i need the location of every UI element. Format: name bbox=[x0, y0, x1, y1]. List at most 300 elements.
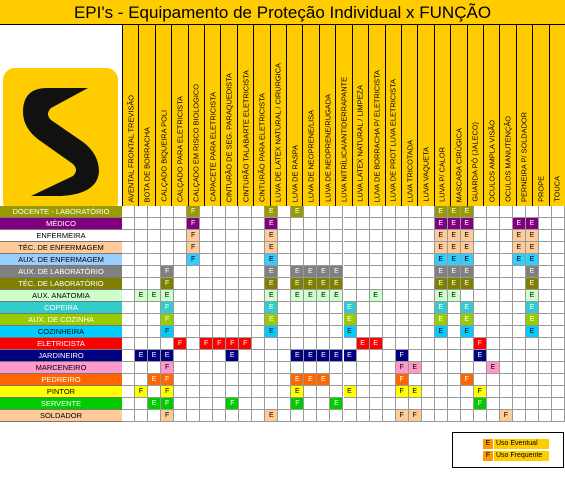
table-cell bbox=[161, 206, 174, 218]
table-cell: E bbox=[513, 218, 526, 230]
table-cell bbox=[278, 338, 291, 350]
table-cell: E bbox=[526, 278, 539, 290]
table-cell bbox=[422, 314, 435, 326]
column-header-label: LUVA DE PROT LUVA ELETRICISTA bbox=[388, 79, 398, 202]
table-cell bbox=[226, 362, 239, 374]
table-cell bbox=[135, 206, 148, 218]
column-header-label: TOUCA bbox=[552, 176, 562, 202]
table-cell bbox=[174, 290, 187, 302]
table-cell bbox=[252, 386, 265, 398]
table-cell bbox=[539, 290, 552, 302]
table-cell bbox=[396, 230, 409, 242]
legend-swatch-eventual: E bbox=[483, 439, 493, 449]
table-cell bbox=[344, 290, 357, 302]
table-cell bbox=[500, 302, 513, 314]
table-cell bbox=[539, 350, 552, 362]
table-cell: E bbox=[448, 206, 461, 218]
table-cell bbox=[409, 314, 422, 326]
table-cell: E bbox=[304, 266, 317, 278]
table-cell bbox=[539, 302, 552, 314]
table-cell bbox=[122, 218, 135, 230]
table-cell bbox=[487, 338, 500, 350]
table-cell bbox=[122, 242, 135, 254]
table-cell bbox=[370, 386, 383, 398]
table-cell bbox=[487, 290, 500, 302]
table-cell bbox=[344, 278, 357, 290]
table-cell bbox=[448, 374, 461, 386]
table-cell: E bbox=[435, 206, 448, 218]
table-cell bbox=[513, 290, 526, 302]
table-cell bbox=[148, 242, 161, 254]
table-cell: F bbox=[396, 362, 409, 374]
table-cell bbox=[383, 230, 396, 242]
table-cell bbox=[422, 350, 435, 362]
table-cell bbox=[474, 254, 487, 266]
table-cell bbox=[422, 338, 435, 350]
legend-label-eventual: Uso Eventual bbox=[494, 439, 549, 449]
legend-swatch-frequente: F bbox=[483, 451, 493, 461]
table-cell bbox=[422, 254, 435, 266]
table-cell bbox=[239, 398, 252, 410]
table-cell bbox=[409, 242, 422, 254]
table-cell bbox=[200, 398, 213, 410]
table-cell bbox=[161, 230, 174, 242]
table-cell bbox=[539, 338, 552, 350]
table-cell: E bbox=[357, 338, 370, 350]
table-cell bbox=[435, 410, 448, 422]
column-header bbox=[171, 25, 187, 206]
table-cell bbox=[252, 374, 265, 386]
table-cell bbox=[278, 266, 291, 278]
table-cell bbox=[174, 350, 187, 362]
table-cell bbox=[370, 242, 383, 254]
row-label: DOCENTE - LABORATÓRIO bbox=[0, 206, 122, 218]
table-cell: E bbox=[526, 230, 539, 242]
table-cell bbox=[291, 338, 304, 350]
table-cell bbox=[213, 206, 226, 218]
table-cell bbox=[409, 302, 422, 314]
table-cell bbox=[200, 326, 213, 338]
table-cell bbox=[487, 278, 500, 290]
table-cell bbox=[409, 278, 422, 290]
table-cell bbox=[278, 290, 291, 302]
table-cell bbox=[278, 218, 291, 230]
table-cell bbox=[200, 278, 213, 290]
table-cell bbox=[383, 314, 396, 326]
table-cell bbox=[122, 410, 135, 422]
table-cell bbox=[226, 326, 239, 338]
table-cell bbox=[409, 350, 422, 362]
table-cell bbox=[474, 314, 487, 326]
table-cell: E bbox=[461, 326, 474, 338]
table-cell bbox=[435, 398, 448, 410]
table-cell bbox=[317, 398, 330, 410]
table-cell bbox=[383, 398, 396, 410]
table-cell bbox=[474, 362, 487, 374]
table-cell bbox=[252, 230, 265, 242]
table-cell bbox=[396, 206, 409, 218]
table-cell bbox=[487, 218, 500, 230]
table-cell bbox=[370, 326, 383, 338]
table-cell bbox=[474, 218, 487, 230]
table-cell bbox=[500, 338, 513, 350]
table-cell: F bbox=[474, 398, 487, 410]
table-cell: E bbox=[461, 314, 474, 326]
table-cell bbox=[357, 314, 370, 326]
table-cell bbox=[396, 314, 409, 326]
table-cell: E bbox=[461, 302, 474, 314]
table-cell bbox=[278, 230, 291, 242]
table-cell bbox=[396, 338, 409, 350]
column-header bbox=[237, 25, 253, 206]
table-cell bbox=[213, 278, 226, 290]
table-cell bbox=[370, 266, 383, 278]
table-cell bbox=[265, 362, 278, 374]
table-cell: E bbox=[461, 206, 474, 218]
table-cell bbox=[200, 314, 213, 326]
table-cell bbox=[213, 314, 226, 326]
table-cell bbox=[122, 326, 135, 338]
table-cell bbox=[252, 338, 265, 350]
table-cell bbox=[187, 386, 200, 398]
table-cell bbox=[226, 206, 239, 218]
table-cell bbox=[409, 206, 422, 218]
table-cell: E bbox=[435, 302, 448, 314]
table-cell bbox=[252, 362, 265, 374]
table-cell bbox=[448, 302, 461, 314]
table-cell bbox=[539, 410, 552, 422]
table-cell bbox=[317, 218, 330, 230]
table-cell bbox=[239, 206, 252, 218]
column-header bbox=[434, 25, 450, 206]
table-cell: E bbox=[330, 290, 343, 302]
table-cell bbox=[422, 362, 435, 374]
column-header-label: MASCARA CIRÚGICA bbox=[454, 127, 464, 202]
table-cell: E bbox=[265, 254, 278, 266]
table-cell bbox=[291, 230, 304, 242]
table-cell bbox=[513, 350, 526, 362]
table-cell bbox=[187, 398, 200, 410]
table-cell bbox=[252, 350, 265, 362]
table-cell bbox=[409, 254, 422, 266]
table-cell bbox=[409, 218, 422, 230]
table-cell bbox=[513, 386, 526, 398]
table-cell bbox=[187, 278, 200, 290]
table-cell bbox=[317, 314, 330, 326]
table-cell bbox=[383, 242, 396, 254]
table-cell bbox=[513, 398, 526, 410]
table-cell bbox=[161, 218, 174, 230]
table-cell bbox=[474, 266, 487, 278]
column-header bbox=[335, 25, 351, 206]
row-label: AUX. ANATOMIA bbox=[0, 290, 122, 302]
table-cell bbox=[226, 230, 239, 242]
table-cell bbox=[539, 206, 552, 218]
table-cell bbox=[122, 338, 135, 350]
table-cell bbox=[383, 374, 396, 386]
table-cell bbox=[174, 314, 187, 326]
table-cell bbox=[461, 338, 474, 350]
table-cell: E bbox=[135, 290, 148, 302]
table-cell: E bbox=[435, 254, 448, 266]
table-cell: E bbox=[344, 302, 357, 314]
row-label: PEDREIRO bbox=[0, 374, 122, 386]
table-cell bbox=[135, 398, 148, 410]
table-cell bbox=[200, 218, 213, 230]
table-cell: F bbox=[161, 302, 174, 314]
table-cell bbox=[265, 398, 278, 410]
table-cell bbox=[435, 350, 448, 362]
row-label: COZINHEIRA bbox=[0, 326, 122, 338]
table-cell bbox=[474, 326, 487, 338]
table-cell bbox=[122, 314, 135, 326]
table-cell bbox=[135, 362, 148, 374]
table-cell: E bbox=[435, 218, 448, 230]
table-cell bbox=[513, 338, 526, 350]
table-cell: E bbox=[461, 266, 474, 278]
table-cell bbox=[148, 206, 161, 218]
table-cell bbox=[226, 290, 239, 302]
column-header-label: LUVA VAQUETA bbox=[421, 147, 431, 202]
table-cell bbox=[500, 290, 513, 302]
table-cell bbox=[357, 386, 370, 398]
table-cell bbox=[200, 410, 213, 422]
table-cell bbox=[539, 386, 552, 398]
table-cell bbox=[422, 266, 435, 278]
table-cell bbox=[148, 230, 161, 242]
column-header bbox=[138, 25, 154, 206]
table-cell bbox=[474, 206, 487, 218]
table-cell bbox=[304, 386, 317, 398]
table-cell: E bbox=[344, 350, 357, 362]
table-cell: E bbox=[435, 242, 448, 254]
table-cell bbox=[357, 254, 370, 266]
table-cell bbox=[135, 278, 148, 290]
table-cell bbox=[396, 218, 409, 230]
table-cell bbox=[500, 398, 513, 410]
table-cell bbox=[539, 218, 552, 230]
table-cell bbox=[239, 254, 252, 266]
table-cell bbox=[383, 206, 396, 218]
table-cell bbox=[187, 374, 200, 386]
table-cell bbox=[161, 338, 174, 350]
table-cell bbox=[539, 266, 552, 278]
table-cell bbox=[161, 242, 174, 254]
column-header bbox=[122, 25, 138, 206]
table-cell: E bbox=[135, 350, 148, 362]
column-header bbox=[499, 25, 515, 206]
table-cell bbox=[552, 254, 565, 266]
table-cell bbox=[552, 302, 565, 314]
table-cell bbox=[304, 410, 317, 422]
table-cell bbox=[200, 374, 213, 386]
column-header bbox=[532, 25, 548, 206]
table-cell bbox=[487, 374, 500, 386]
table-cell: F bbox=[396, 374, 409, 386]
column-header bbox=[220, 25, 236, 206]
table-cell bbox=[383, 218, 396, 230]
row-label: SOLDADOR bbox=[0, 410, 122, 422]
table-cell: E bbox=[344, 314, 357, 326]
column-header-label: LUVA P/ CALOR bbox=[437, 147, 447, 202]
table-cell bbox=[526, 206, 539, 218]
table-cell bbox=[135, 410, 148, 422]
table-cell bbox=[344, 206, 357, 218]
column-header-label: CALÇADO BIQUEIRA POLI bbox=[159, 110, 169, 202]
table-cell: E bbox=[265, 230, 278, 242]
table-cell: E bbox=[226, 350, 239, 362]
table-cell bbox=[357, 290, 370, 302]
table-cell: E bbox=[291, 206, 304, 218]
table-cell bbox=[278, 350, 291, 362]
table-cell bbox=[422, 386, 435, 398]
table-cell bbox=[487, 398, 500, 410]
table-cell: E bbox=[526, 302, 539, 314]
table-cell: E bbox=[317, 374, 330, 386]
table-cell bbox=[513, 374, 526, 386]
table-cell bbox=[396, 254, 409, 266]
table-cell: E bbox=[526, 242, 539, 254]
table-cell bbox=[500, 386, 513, 398]
table-cell bbox=[317, 230, 330, 242]
table-cell bbox=[344, 410, 357, 422]
table-cell bbox=[239, 218, 252, 230]
table-cell bbox=[291, 410, 304, 422]
table-cell bbox=[539, 242, 552, 254]
column-header bbox=[204, 25, 220, 206]
table-cell bbox=[500, 230, 513, 242]
table-cell bbox=[187, 302, 200, 314]
table-cell bbox=[122, 254, 135, 266]
column-header-label: OCULOS MANUTENÇÃO bbox=[503, 116, 513, 202]
row-label: MÉDICO bbox=[0, 218, 122, 230]
table-cell bbox=[461, 290, 474, 302]
table-cell bbox=[213, 218, 226, 230]
table-cell bbox=[357, 398, 370, 410]
table-cell bbox=[174, 386, 187, 398]
table-cell: E bbox=[265, 206, 278, 218]
table-cell bbox=[291, 218, 304, 230]
table-cell: E bbox=[148, 374, 161, 386]
table-cell: E bbox=[304, 374, 317, 386]
table-cell bbox=[526, 374, 539, 386]
table-cell bbox=[357, 278, 370, 290]
table-cell bbox=[317, 338, 330, 350]
table-cell bbox=[174, 326, 187, 338]
table-cell bbox=[265, 350, 278, 362]
table-cell bbox=[252, 410, 265, 422]
table-cell: E bbox=[291, 290, 304, 302]
table-cell: F bbox=[187, 206, 200, 218]
table-cell bbox=[487, 350, 500, 362]
table-cell: E bbox=[487, 362, 500, 374]
table-cell: F bbox=[291, 398, 304, 410]
row-label: JARDINEIRO bbox=[0, 350, 122, 362]
table-cell: E bbox=[265, 302, 278, 314]
table-cell: F bbox=[396, 350, 409, 362]
table-cell: E bbox=[344, 326, 357, 338]
table-cell bbox=[330, 314, 343, 326]
table-cell bbox=[135, 254, 148, 266]
table-cell bbox=[174, 410, 187, 422]
row-label: ENFERMEIRA bbox=[0, 230, 122, 242]
table-cell bbox=[330, 338, 343, 350]
table-cell: E bbox=[474, 350, 487, 362]
table-cell bbox=[552, 242, 565, 254]
table-cell: F bbox=[200, 338, 213, 350]
table-cell bbox=[513, 302, 526, 314]
table-cell: E bbox=[304, 278, 317, 290]
table-cell: F bbox=[239, 338, 252, 350]
table-cell bbox=[317, 362, 330, 374]
table-cell bbox=[304, 302, 317, 314]
column-header bbox=[385, 25, 401, 206]
table-cell bbox=[552, 278, 565, 290]
table-cell bbox=[448, 362, 461, 374]
table-cell bbox=[513, 410, 526, 422]
table-cell bbox=[370, 218, 383, 230]
table-cell bbox=[239, 314, 252, 326]
table-cell bbox=[409, 326, 422, 338]
table-cell: F bbox=[226, 338, 239, 350]
column-header-label: LUVA DE LATEX NATURAL / CIRURGICA bbox=[273, 63, 283, 202]
table-cell bbox=[344, 218, 357, 230]
table-cell bbox=[357, 362, 370, 374]
table-cell: E bbox=[409, 362, 422, 374]
table-cell bbox=[344, 398, 357, 410]
table-cell: F bbox=[187, 242, 200, 254]
table-cell bbox=[252, 290, 265, 302]
table-cell bbox=[291, 314, 304, 326]
table-cell bbox=[135, 266, 148, 278]
row-label: AUX. DE COZINHA bbox=[0, 314, 122, 326]
table-cell bbox=[135, 230, 148, 242]
table-cell: E bbox=[526, 290, 539, 302]
table-cell: F bbox=[396, 386, 409, 398]
table-cell bbox=[122, 266, 135, 278]
table-cell bbox=[291, 326, 304, 338]
column-header-label: LUVA DE NEOPRENE/LISA bbox=[306, 109, 316, 202]
table-cell: E bbox=[291, 374, 304, 386]
table-cell bbox=[552, 326, 565, 338]
table-cell bbox=[539, 326, 552, 338]
table-cell bbox=[239, 242, 252, 254]
table-cell bbox=[435, 374, 448, 386]
table-cell bbox=[226, 218, 239, 230]
table-cell bbox=[122, 206, 135, 218]
table-cell bbox=[344, 230, 357, 242]
table-cell bbox=[252, 314, 265, 326]
table-cell bbox=[278, 374, 291, 386]
column-header bbox=[549, 25, 565, 206]
table-cell bbox=[200, 242, 213, 254]
table-cell bbox=[278, 386, 291, 398]
table-cell bbox=[383, 302, 396, 314]
table-cell bbox=[304, 254, 317, 266]
table-cell bbox=[500, 278, 513, 290]
table-cell bbox=[448, 350, 461, 362]
table-cell bbox=[552, 266, 565, 278]
table-cell bbox=[422, 326, 435, 338]
table-cell bbox=[383, 326, 396, 338]
row-label: MARCENEIRO bbox=[0, 362, 122, 374]
table-cell: E bbox=[435, 326, 448, 338]
column-header-label: GUARDA PÓ (JALECO) bbox=[470, 122, 480, 202]
table-cell bbox=[474, 290, 487, 302]
table-cell bbox=[500, 362, 513, 374]
table-cell bbox=[148, 326, 161, 338]
table-cell bbox=[383, 338, 396, 350]
